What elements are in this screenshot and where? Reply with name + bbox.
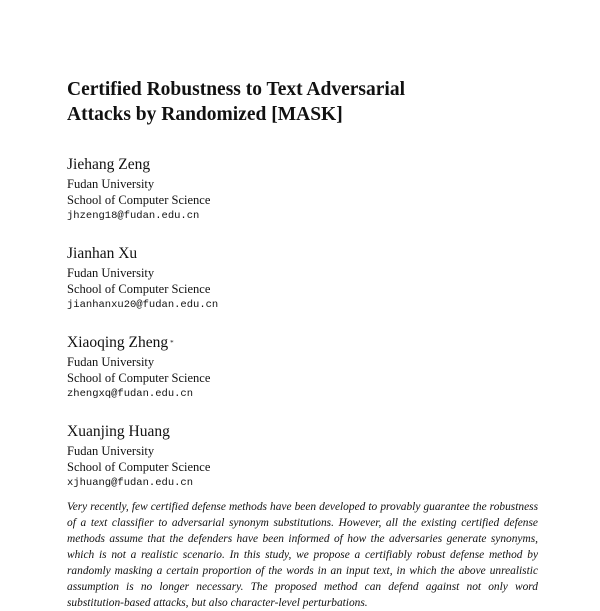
- author-name: Jiehang Zeng: [67, 156, 151, 173]
- author-email: jhzeng18@fudan.edu.cn: [67, 210, 200, 222]
- title-line-2: Attacks by Randomized [MASK]: [67, 104, 343, 125]
- author-school: School of Computer Science: [67, 371, 211, 385]
- author-block: [67, 156, 467, 224]
- author-university: Fudan University: [67, 355, 155, 369]
- paper-title: [67, 77, 527, 127]
- author-university: Fudan University: [67, 266, 155, 280]
- author-school: School of Computer Science: [67, 282, 211, 296]
- author-school: School of Computer Science: [67, 193, 211, 207]
- author-email: zhengxq@fudan.edu.cn: [67, 388, 194, 400]
- author-name: Xuanjing Huang: [67, 423, 170, 440]
- author-email: jianhanxu20@fudan.edu.cn: [67, 299, 219, 311]
- author-name: Jianhan Xu: [67, 245, 138, 262]
- abstract-text: Very recently, few certified defense methods have been developed to provably guarantee the robustness of a text classifier to adversarial synonym substitutions. However, all the existing certified defense methods assume that the defenders have been informed of how the adversaries generate synonyms, which is not a realistic scenario. In this study, we propose a certifiably robust defense method by randomly masking a certain proportion of the words in an input text, in which the above unrealistic assumption is no longer necessary. The proposed method can defend against not only word substitution-based attacks, but also character-level perturbations.: [67, 501, 538, 609]
- author-block: [67, 334, 467, 402]
- author-university: Fudan University: [67, 177, 155, 191]
- corresponding-author-marker: *: [170, 339, 174, 347]
- author-school: School of Computer Science: [67, 460, 211, 474]
- author-block: [67, 423, 467, 491]
- author-name: Xiaoqing Zheng *: [67, 334, 174, 351]
- title-line-1: Certified Robustness to Text Adversarial: [67, 79, 405, 100]
- author-email: xjhuang@fudan.edu.cn: [67, 477, 194, 489]
- author-university: Fudan University: [67, 444, 155, 458]
- author-block: [67, 245, 467, 313]
- author-list: [67, 156, 467, 512]
